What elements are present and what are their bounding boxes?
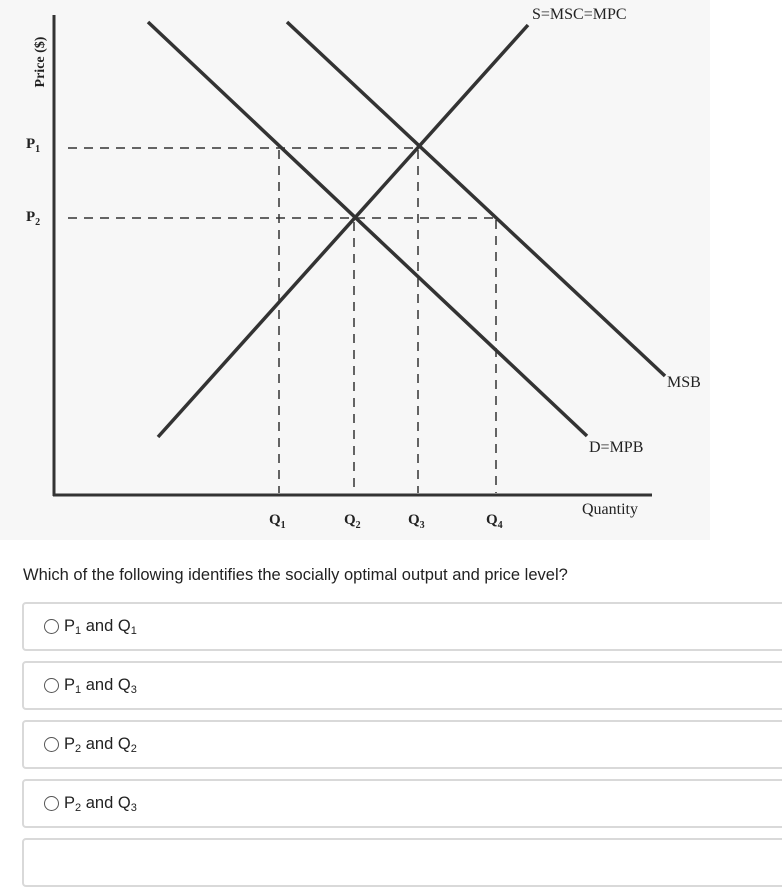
p2-label: $P_2$	[26, 209, 41, 228]
answer-option-4[interactable]	[22, 779, 782, 828]
demand-label: D=MPB	[589, 439, 644, 456]
answer-option-label: $P_2$ and $Q_2$	[64, 735, 137, 755]
radio-button[interactable]	[44, 796, 59, 811]
msb-label: MSB	[667, 374, 701, 391]
x-axis-label: Quantity	[582, 501, 638, 518]
q1-label: $Q_1$	[269, 512, 286, 531]
answer-option-label: $P_1$ and $Q_3$	[64, 676, 137, 696]
supply-curve	[158, 25, 528, 437]
q2-label: $Q_2$	[344, 512, 361, 531]
p1-label: $P_1$	[26, 136, 41, 155]
q3-label: $Q_3$	[408, 512, 425, 531]
supply-label: S=MSC=MPC	[532, 6, 627, 23]
answer-option-label: $P_1$ and $Q_1$	[64, 617, 137, 637]
question-text: Which of the following identifies the socially optimal output and price level?	[23, 566, 568, 584]
q4-label: $Q_4$	[486, 512, 503, 531]
answer-option-1[interactable]	[22, 602, 782, 651]
answer-option-partial[interactable]	[22, 838, 782, 887]
radio-button[interactable]	[44, 737, 59, 752]
answer-option-2[interactable]	[22, 661, 782, 710]
msb-curve	[287, 22, 665, 376]
answer-option-label: $P_2$ and $Q_3$	[64, 794, 137, 814]
radio-button[interactable]	[44, 619, 59, 634]
answer-option-3[interactable]	[22, 720, 782, 769]
radio-button[interactable]	[44, 678, 59, 693]
y-axis-label: Price ($)	[33, 36, 48, 88]
